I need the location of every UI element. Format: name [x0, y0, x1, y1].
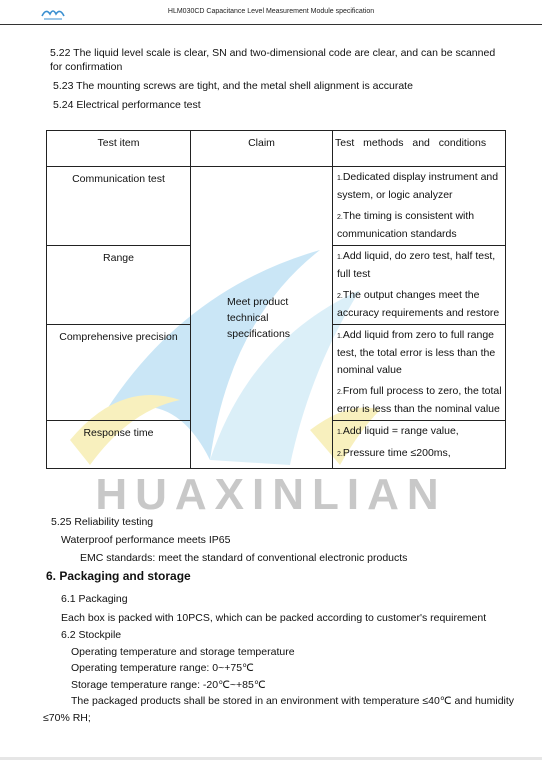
stockpile-line-3: Storage temperature range: -20℃~+85℃ [71, 679, 266, 691]
stockpile-line-4: The packaged products shall be stored in an environment with temperature ≤40℃ and humidity [71, 695, 515, 707]
section-6-2-title: 6.2 Stockpile [61, 629, 122, 641]
electrical-test-table [46, 130, 506, 469]
header-title: HLM030CD Capacitance Level Measurement Module specification [167, 8, 375, 15]
method-line: 1.Add liquid = range value, [337, 425, 459, 437]
reliability-title: 5.25 Reliability testing [51, 516, 154, 528]
method-line: 2.The output changes meet the accuracy requirements and restore [337, 289, 500, 319]
page-header [0, 0, 542, 25]
table-row [47, 167, 506, 246]
header-test-item: Test item [97, 137, 140, 149]
row-item: Range [103, 252, 134, 264]
stockpile-line-5: ≤70% RH; [43, 712, 91, 724]
reliability-line-2: EMC standards: meet the standard of conventional electronic products [80, 552, 408, 564]
method-line: 2.From full process to zero, the total error is less than the nominal value [337, 385, 502, 415]
stockpile-line-2: Operating temperature range: 0~+75℃ [71, 662, 254, 674]
section-6-1-title: 6.1 Packaging [61, 593, 128, 605]
method-line: 2.The timing is consistent with communication standards [337, 210, 475, 240]
header-methods: Test methods and conditions [335, 137, 487, 149]
watermark-text: HUAXINLIAN [95, 470, 447, 519]
section-6-heading: 6. Packaging and storage [46, 569, 191, 583]
paragraph-5-24: 5.24 Electrical performance test [53, 99, 201, 111]
section-6-1-text: Each box is packed with 10PCS, which can be packed according to customer's requirement [61, 612, 487, 624]
stockpile-line-1: Operating temperature and storage temperature [71, 646, 295, 658]
method-line: 1.Add liquid, do zero test, half test, full test [337, 250, 496, 280]
page-bottom-edge [0, 757, 542, 760]
method-line: 1.Add liquid from zero to full range test, the total error is less than the nominal value [337, 329, 496, 376]
table-header-row [47, 131, 506, 167]
row-item: Comprehensive precision [59, 331, 178, 343]
method-line: 1.Dedicated display instrument and system, or logic analyzer [337, 171, 499, 201]
row-item: Communication test [72, 173, 165, 185]
method-line: 2.Pressure time ≤200ms, [337, 447, 451, 459]
header-claim: Claim [248, 137, 275, 149]
paragraph-5-22: 5.22 The liquid level scale is clear, SN and two-dimensional code are clear, and can be scanned for confirmation [50, 47, 496, 73]
reliability-line-1: Waterproof performance meets IP65 [61, 534, 231, 546]
row-item: Response time [83, 427, 154, 439]
paragraph-5-23: 5.23 The mounting screws are tight, and the metal shell alignment is accurate [53, 80, 413, 92]
claim-text: Meet product technical specifications [227, 295, 291, 340]
